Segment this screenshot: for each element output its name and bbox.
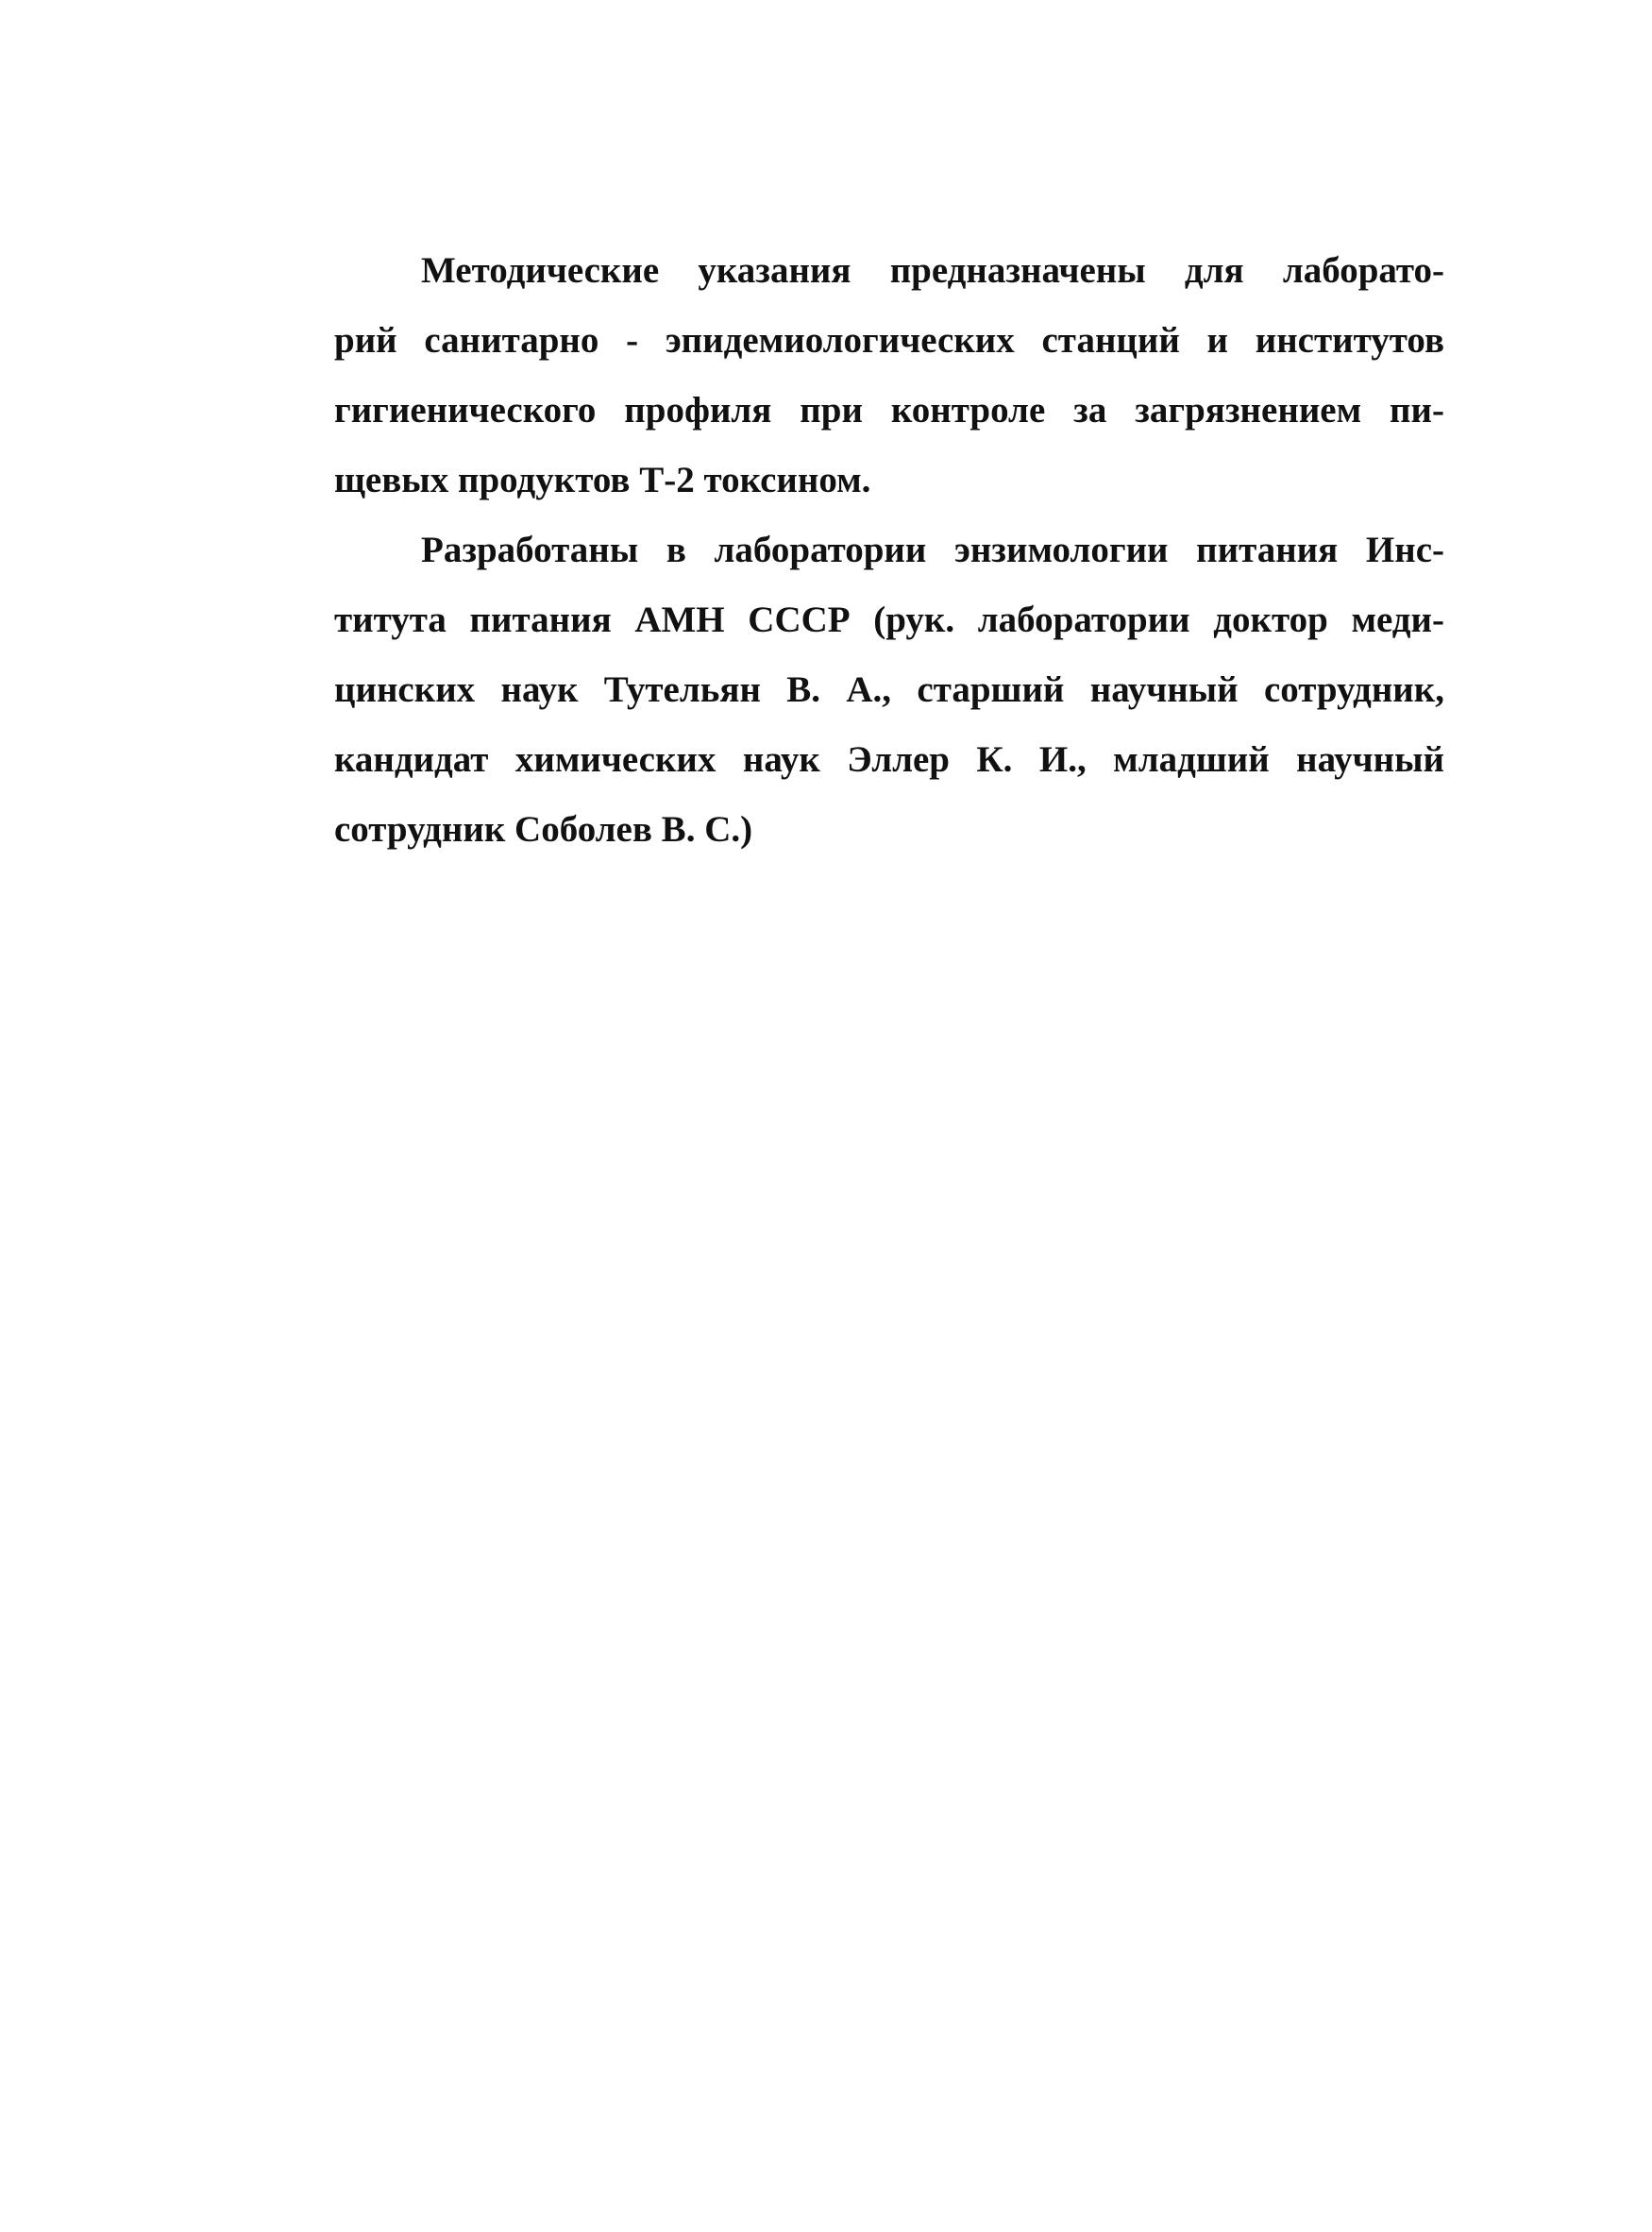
- text-line: Разработаны в лаборатории энзимологии питания Инс-: [421, 530, 1444, 570]
- text-line: цинских наук Тутельян В. А., старший научный сотрудник,: [334, 669, 1444, 710]
- text-line: щевых продуктов Т-2 токсином.: [334, 460, 871, 500]
- text-line: Методические указания предназначены для лаборато-: [421, 250, 1444, 291]
- body-text: [247, 236, 1444, 865]
- text-line: гигиенического профиля при контроле за загрязнением пи-: [334, 390, 1444, 431]
- text-line: рий санитарно - эпидемиологических станций и институтов: [334, 320, 1444, 361]
- paragraph-authors: [247, 516, 1444, 865]
- paragraph-purpose: [247, 236, 1444, 516]
- text-line: сотрудник Соболев В. С.): [334, 809, 753, 850]
- text-line: кандидат химических наук Эллер К. И., младший научный: [334, 739, 1444, 780]
- text-line: титута питания АМН СССР (рук. лаборатории доктор меди-: [334, 600, 1444, 640]
